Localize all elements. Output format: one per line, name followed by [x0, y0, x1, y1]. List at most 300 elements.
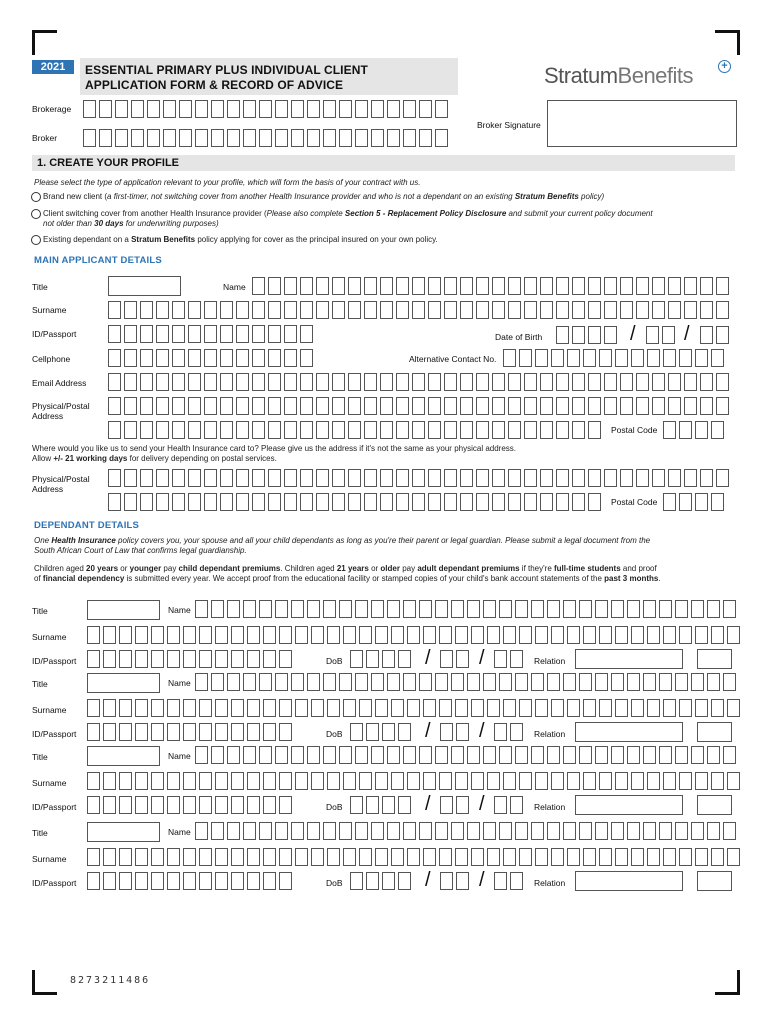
char-cell[interactable] — [631, 626, 644, 644]
char-cell[interactable] — [355, 100, 368, 118]
char-cell[interactable] — [339, 129, 352, 147]
char-cell[interactable] — [691, 673, 704, 691]
char-cell[interactable] — [332, 397, 345, 415]
char-cell[interactable] — [540, 373, 553, 391]
card-address-line1[interactable] — [108, 469, 732, 487]
char-cell[interactable] — [364, 493, 377, 511]
char-cell[interactable] — [531, 673, 544, 691]
char-cell[interactable] — [716, 277, 729, 295]
char-cell[interactable] — [684, 397, 697, 415]
char-cell[interactable] — [119, 772, 132, 790]
char-cell[interactable] — [311, 699, 324, 717]
char-cell[interactable] — [323, 746, 336, 764]
char-cell[interactable] — [579, 746, 592, 764]
char-cell[interactable] — [563, 673, 576, 691]
char-cell[interactable] — [167, 699, 180, 717]
char-cell[interactable] — [662, 326, 675, 344]
char-cell[interactable] — [279, 699, 292, 717]
char-cell[interactable] — [183, 772, 196, 790]
char-cell[interactable] — [243, 746, 256, 764]
char-cell[interactable] — [668, 469, 681, 487]
char-cell[interactable] — [604, 373, 617, 391]
char-cell[interactable] — [503, 626, 516, 644]
char-cell[interactable] — [231, 723, 244, 741]
dependant-3-name-field[interactable] — [195, 746, 739, 764]
char-cell[interactable] — [387, 746, 400, 764]
char-cell[interactable] — [572, 421, 585, 439]
char-cell[interactable] — [183, 796, 196, 814]
char-cell[interactable] — [87, 626, 100, 644]
char-cell[interactable] — [199, 772, 212, 790]
char-cell[interactable] — [252, 325, 265, 343]
char-cell[interactable] — [167, 626, 180, 644]
char-cell[interactable] — [119, 796, 132, 814]
char-cell[interactable] — [87, 796, 100, 814]
char-cell[interactable] — [227, 100, 240, 118]
char-cell[interactable] — [572, 373, 585, 391]
char-cell[interactable] — [483, 600, 496, 618]
char-cell[interactable] — [695, 772, 708, 790]
char-cell[interactable] — [627, 600, 640, 618]
char-cell[interactable] — [663, 421, 676, 439]
dependant-4-extra-field[interactable] — [697, 871, 732, 891]
char-cell[interactable] — [204, 373, 217, 391]
char-cell[interactable] — [716, 373, 729, 391]
char-cell[interactable] — [284, 493, 297, 511]
char-cell[interactable] — [382, 650, 395, 668]
char-cell[interactable] — [551, 626, 564, 644]
char-cell[interactable] — [99, 129, 112, 147]
broker-signature-box[interactable] — [547, 100, 737, 147]
char-cell[interactable] — [471, 699, 484, 717]
char-cell[interactable] — [652, 397, 665, 415]
char-cell[interactable] — [156, 301, 169, 319]
char-cell[interactable] — [444, 373, 457, 391]
char-cell[interactable] — [323, 100, 336, 118]
char-cell[interactable] — [300, 349, 313, 367]
char-cell[interactable] — [167, 723, 180, 741]
char-cell[interactable] — [636, 277, 649, 295]
char-cell[interactable] — [396, 277, 409, 295]
main-surname-field[interactable] — [108, 301, 732, 319]
char-cell[interactable] — [188, 373, 201, 391]
dependant-3-extra-field[interactable] — [697, 795, 732, 815]
char-cell[interactable] — [398, 723, 411, 741]
char-cell[interactable] — [499, 673, 512, 691]
char-cell[interactable] — [359, 848, 372, 866]
char-cell[interactable] — [494, 872, 507, 890]
char-cell[interactable] — [444, 493, 457, 511]
char-cell[interactable] — [215, 796, 228, 814]
char-cell[interactable] — [350, 723, 363, 741]
char-cell[interactable] — [124, 397, 137, 415]
char-cell[interactable] — [483, 822, 496, 840]
char-cell[interactable] — [119, 650, 132, 668]
char-cell[interactable] — [108, 421, 121, 439]
char-cell[interactable] — [563, 600, 576, 618]
dependant-4-dob-year-field[interactable] — [494, 872, 526, 890]
char-cell[interactable] — [263, 626, 276, 644]
char-cell[interactable] — [508, 373, 521, 391]
char-cell[interactable] — [247, 796, 260, 814]
char-cell[interactable] — [172, 373, 185, 391]
char-cell[interactable] — [108, 397, 121, 415]
char-cell[interactable] — [343, 772, 356, 790]
char-cell[interactable] — [540, 469, 553, 487]
char-cell[interactable] — [227, 822, 240, 840]
char-cell[interactable] — [199, 723, 212, 741]
char-cell[interactable] — [204, 397, 217, 415]
char-cell[interactable] — [375, 848, 388, 866]
char-cell[interactable] — [620, 277, 633, 295]
char-cell[interactable] — [675, 746, 688, 764]
char-cell[interactable] — [380, 301, 393, 319]
char-cell[interactable] — [483, 746, 496, 764]
char-cell[interactable] — [236, 373, 249, 391]
char-cell[interactable] — [300, 301, 313, 319]
char-cell[interactable] — [467, 746, 480, 764]
char-cell[interactable] — [156, 397, 169, 415]
char-cell[interactable] — [350, 650, 363, 668]
char-cell[interactable] — [659, 600, 672, 618]
char-cell[interactable] — [476, 493, 489, 511]
char-cell[interactable] — [499, 822, 512, 840]
char-cell[interactable] — [115, 100, 128, 118]
char-cell[interactable] — [204, 325, 217, 343]
char-cell[interactable] — [492, 469, 505, 487]
char-cell[interactable] — [398, 650, 411, 668]
char-cell[interactable] — [103, 872, 116, 890]
char-cell[interactable] — [627, 822, 640, 840]
char-cell[interactable] — [419, 129, 432, 147]
char-cell[interactable] — [247, 772, 260, 790]
char-cell[interactable] — [444, 469, 457, 487]
char-cell[interactable] — [284, 421, 297, 439]
char-cell[interactable] — [183, 723, 196, 741]
char-cell[interactable] — [620, 373, 633, 391]
char-cell[interactable] — [300, 325, 313, 343]
char-cell[interactable] — [407, 772, 420, 790]
main-address-line2[interactable] — [108, 421, 604, 439]
char-cell[interactable] — [156, 421, 169, 439]
char-cell[interactable] — [339, 600, 352, 618]
char-cell[interactable] — [595, 822, 608, 840]
char-cell[interactable] — [275, 822, 288, 840]
char-cell[interactable] — [227, 600, 240, 618]
char-cell[interactable] — [508, 301, 521, 319]
char-cell[interactable] — [316, 301, 329, 319]
char-cell[interactable] — [455, 848, 468, 866]
char-cell[interactable] — [108, 325, 121, 343]
char-cell[interactable] — [391, 848, 404, 866]
char-cell[interactable] — [355, 822, 368, 840]
char-cell[interactable] — [435, 600, 448, 618]
char-cell[interactable] — [268, 397, 281, 415]
char-cell[interactable] — [375, 626, 388, 644]
char-cell[interactable] — [579, 600, 592, 618]
char-cell[interactable] — [188, 421, 201, 439]
char-cell[interactable] — [615, 349, 628, 367]
char-cell[interactable] — [412, 277, 425, 295]
char-cell[interactable] — [551, 772, 564, 790]
char-cell[interactable] — [398, 796, 411, 814]
dependant-4-name-field[interactable] — [195, 822, 739, 840]
char-cell[interactable] — [547, 822, 560, 840]
char-cell[interactable] — [204, 469, 217, 487]
char-cell[interactable] — [83, 100, 96, 118]
char-cell[interactable] — [460, 373, 473, 391]
char-cell[interactable] — [151, 848, 164, 866]
char-cell[interactable] — [711, 699, 724, 717]
char-cell[interactable] — [604, 397, 617, 415]
char-cell[interactable] — [339, 673, 352, 691]
char-cell[interactable] — [323, 600, 336, 618]
char-cell[interactable] — [124, 469, 137, 487]
char-cell[interactable] — [535, 848, 548, 866]
char-cell[interactable] — [311, 848, 324, 866]
dependant-4-dob-day-field[interactable] — [350, 872, 414, 890]
char-cell[interactable] — [524, 493, 537, 511]
char-cell[interactable] — [263, 872, 276, 890]
char-cell[interactable] — [727, 626, 740, 644]
char-cell[interactable] — [387, 822, 400, 840]
char-cell[interactable] — [700, 326, 713, 344]
char-cell[interactable] — [583, 626, 596, 644]
char-cell[interactable] — [579, 822, 592, 840]
char-cell[interactable] — [428, 301, 441, 319]
char-cell[interactable] — [398, 872, 411, 890]
char-cell[interactable] — [540, 301, 553, 319]
char-cell[interactable] — [476, 373, 489, 391]
char-cell[interactable] — [188, 325, 201, 343]
char-cell[interactable] — [663, 848, 676, 866]
char-cell[interactable] — [711, 421, 724, 439]
char-cell[interactable] — [236, 349, 249, 367]
char-cell[interactable] — [83, 129, 96, 147]
char-cell[interactable] — [567, 699, 580, 717]
char-cell[interactable] — [643, 822, 656, 840]
char-cell[interactable] — [439, 772, 452, 790]
char-cell[interactable] — [435, 673, 448, 691]
char-cell[interactable] — [423, 848, 436, 866]
char-cell[interactable] — [519, 848, 532, 866]
char-cell[interactable] — [643, 746, 656, 764]
char-cell[interactable] — [195, 822, 208, 840]
char-cell[interactable] — [707, 600, 720, 618]
main-dob-month-field[interactable] — [646, 326, 678, 344]
char-cell[interactable] — [524, 421, 537, 439]
char-cell[interactable] — [646, 326, 659, 344]
char-cell[interactable] — [147, 129, 160, 147]
char-cell[interactable] — [643, 600, 656, 618]
char-cell[interactable] — [115, 129, 128, 147]
char-cell[interactable] — [172, 301, 185, 319]
char-cell[interactable] — [439, 848, 452, 866]
char-cell[interactable] — [124, 325, 137, 343]
char-cell[interactable] — [508, 421, 521, 439]
char-cell[interactable] — [615, 772, 628, 790]
char-cell[interactable] — [355, 600, 368, 618]
char-cell[interactable] — [268, 493, 281, 511]
char-cell[interactable] — [583, 772, 596, 790]
char-cell[interactable] — [339, 822, 352, 840]
char-cell[interactable] — [508, 469, 521, 487]
char-cell[interactable] — [247, 699, 260, 717]
char-cell[interactable] — [348, 373, 361, 391]
char-cell[interactable] — [140, 493, 153, 511]
char-cell[interactable] — [599, 772, 612, 790]
main-name-field[interactable] — [252, 277, 732, 295]
char-cell[interactable] — [382, 723, 395, 741]
char-cell[interactable] — [595, 746, 608, 764]
char-cell[interactable] — [183, 650, 196, 668]
char-cell[interactable] — [455, 772, 468, 790]
char-cell[interactable] — [188, 397, 201, 415]
char-cell[interactable] — [124, 493, 137, 511]
main-address-line1[interactable] — [108, 397, 732, 415]
char-cell[interactable] — [275, 673, 288, 691]
char-cell[interactable] — [659, 673, 672, 691]
char-cell[interactable] — [295, 772, 308, 790]
char-cell[interactable] — [456, 872, 469, 890]
char-cell[interactable] — [215, 848, 228, 866]
char-cell[interactable] — [391, 626, 404, 644]
char-cell[interactable] — [444, 397, 457, 415]
dependant-3-dob-month-field[interactable] — [440, 796, 472, 814]
char-cell[interactable] — [183, 848, 196, 866]
char-cell[interactable] — [396, 493, 409, 511]
char-cell[interactable] — [620, 469, 633, 487]
char-cell[interactable] — [108, 301, 121, 319]
char-cell[interactable] — [723, 822, 736, 840]
char-cell[interactable] — [247, 650, 260, 668]
char-cell[interactable] — [531, 822, 544, 840]
char-cell[interactable] — [307, 129, 320, 147]
char-cell[interactable] — [456, 796, 469, 814]
char-cell[interactable] — [723, 746, 736, 764]
char-cell[interactable] — [135, 848, 148, 866]
char-cell[interactable] — [524, 277, 537, 295]
main-title-field[interactable] — [108, 276, 181, 296]
char-cell[interactable] — [675, 600, 688, 618]
char-cell[interactable] — [707, 822, 720, 840]
char-cell[interactable] — [727, 772, 740, 790]
char-cell[interactable] — [440, 650, 453, 668]
char-cell[interactable] — [284, 301, 297, 319]
char-cell[interactable] — [419, 822, 432, 840]
dependant-1-dob-day-field[interactable] — [350, 650, 414, 668]
char-cell[interactable] — [348, 397, 361, 415]
char-cell[interactable] — [131, 129, 144, 147]
char-cell[interactable] — [396, 301, 409, 319]
char-cell[interactable] — [663, 772, 676, 790]
dependant-1-dob-month-field[interactable] — [440, 650, 472, 668]
char-cell[interactable] — [460, 493, 473, 511]
char-cell[interactable] — [199, 650, 212, 668]
char-cell[interactable] — [707, 673, 720, 691]
char-cell[interactable] — [547, 673, 560, 691]
postal-code-field[interactable] — [663, 421, 727, 439]
char-cell[interactable] — [135, 650, 148, 668]
char-cell[interactable] — [359, 626, 372, 644]
main-cellphone-field[interactable] — [108, 349, 316, 367]
char-cell[interactable] — [588, 301, 601, 319]
char-cell[interactable] — [572, 469, 585, 487]
char-cell[interactable] — [444, 277, 457, 295]
dependant-2-extra-field[interactable] — [697, 722, 732, 742]
char-cell[interactable] — [215, 650, 228, 668]
char-cell[interactable] — [252, 421, 265, 439]
char-cell[interactable] — [355, 129, 368, 147]
dependant-4-surname-field[interactable] — [87, 848, 743, 866]
char-cell[interactable] — [407, 626, 420, 644]
char-cell[interactable] — [275, 100, 288, 118]
char-cell[interactable] — [183, 699, 196, 717]
char-cell[interactable] — [595, 600, 608, 618]
char-cell[interactable] — [108, 469, 121, 487]
char-cell[interactable] — [524, 397, 537, 415]
char-cell[interactable] — [652, 373, 665, 391]
char-cell[interactable] — [611, 673, 624, 691]
char-cell[interactable] — [391, 772, 404, 790]
char-cell[interactable] — [316, 277, 329, 295]
char-cell[interactable] — [412, 421, 425, 439]
char-cell[interactable] — [151, 723, 164, 741]
char-cell[interactable] — [355, 746, 368, 764]
char-cell[interactable] — [620, 397, 633, 415]
char-cell[interactable] — [412, 493, 425, 511]
char-cell[interactable] — [668, 397, 681, 415]
dependant-2-dob-month-field[interactable] — [440, 723, 472, 741]
char-cell[interactable] — [135, 772, 148, 790]
char-cell[interactable] — [588, 326, 601, 344]
char-cell[interactable] — [620, 301, 633, 319]
char-cell[interactable] — [188, 469, 201, 487]
char-cell[interactable] — [611, 822, 624, 840]
option-brand-new-radio[interactable] — [31, 192, 41, 202]
char-cell[interactable] — [492, 373, 505, 391]
char-cell[interactable] — [172, 397, 185, 415]
char-cell[interactable] — [259, 129, 272, 147]
dependant-1-extra-field[interactable] — [697, 649, 732, 669]
char-cell[interactable] — [307, 600, 320, 618]
char-cell[interactable] — [636, 469, 649, 487]
char-cell[interactable] — [364, 469, 377, 487]
char-cell[interactable] — [279, 848, 292, 866]
char-cell[interactable] — [540, 421, 553, 439]
char-cell[interactable] — [108, 349, 121, 367]
char-cell[interactable] — [510, 723, 523, 741]
char-cell[interactable] — [563, 822, 576, 840]
char-cell[interactable] — [204, 301, 217, 319]
char-cell[interactable] — [300, 493, 313, 511]
char-cell[interactable] — [108, 373, 121, 391]
char-cell[interactable] — [156, 373, 169, 391]
dependant-3-surname-field[interactable] — [87, 772, 743, 790]
dependant-1-surname-field[interactable] — [87, 626, 743, 644]
char-cell[interactable] — [679, 772, 692, 790]
char-cell[interactable] — [467, 673, 480, 691]
char-cell[interactable] — [300, 277, 313, 295]
char-cell[interactable] — [87, 723, 100, 741]
char-cell[interactable] — [307, 746, 320, 764]
char-cell[interactable] — [327, 626, 340, 644]
char-cell[interactable] — [471, 848, 484, 866]
char-cell[interactable] — [510, 650, 523, 668]
char-cell[interactable] — [611, 746, 624, 764]
char-cell[interactable] — [663, 349, 676, 367]
char-cell[interactable] — [588, 397, 601, 415]
